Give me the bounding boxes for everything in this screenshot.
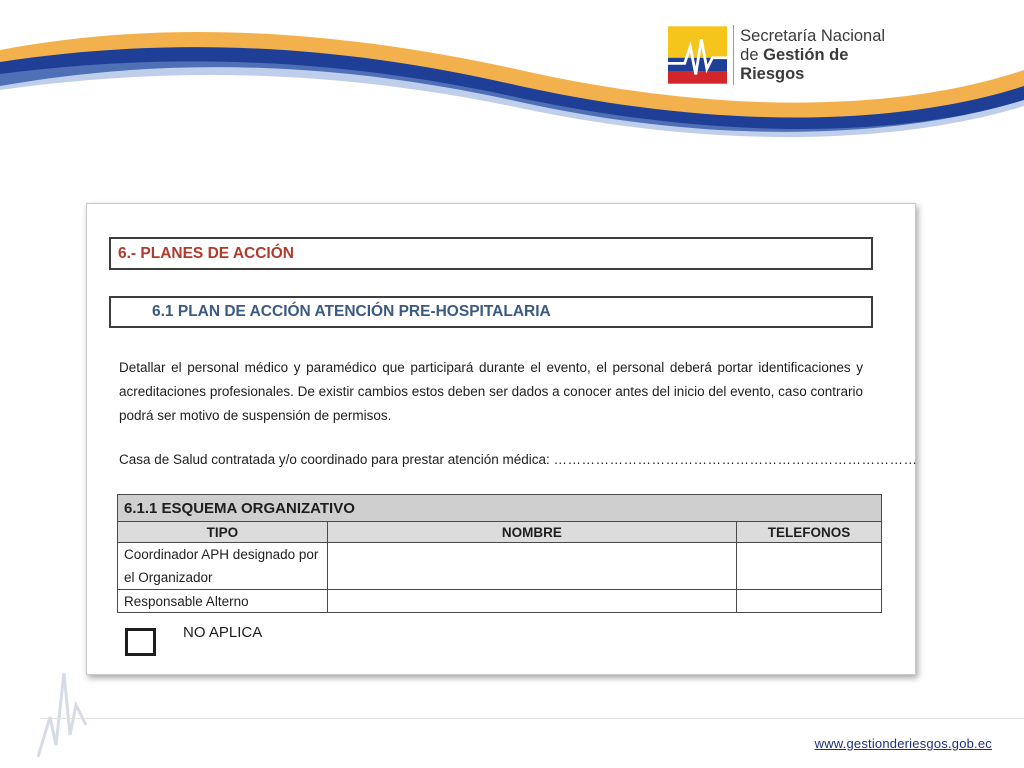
table-row <box>118 543 882 590</box>
casa-label: Casa de Salud contratada y/o coordinado para prestar atención médica: <box>119 452 550 467</box>
document-card <box>86 203 916 675</box>
heartbeat-watermark-icon <box>36 665 88 761</box>
table-title: 6.1.1 ESQUEMA ORGANIZATIVO <box>118 495 882 522</box>
logo-line-2-bold: Gestión de Riesgos <box>740 45 849 83</box>
logo-line-2-prefix: de <box>740 45 764 64</box>
logo-text <box>740 27 904 84</box>
instruction-paragraph: Detallar el personal médico y paramédico que participará durante el evento, el personal deberá portar identificaciones y acreditaciones profesionales. De existir cambios estos deben ser dados a conocer antes del inicio del evento, caso contrario podrá ser motivo de suspensión de permisos. <box>119 360 863 423</box>
footer-divider <box>40 718 1024 719</box>
table-row <box>118 590 882 613</box>
logo-line-2 <box>740 46 904 84</box>
table-title-row <box>118 495 882 522</box>
column-header-nombre: NOMBRE <box>327 522 736 543</box>
no-aplica-checkbox[interactable] <box>125 628 156 656</box>
logo-divider <box>733 25 734 85</box>
table-header-row <box>118 522 882 543</box>
column-header-telefonos: TELEFONOS <box>737 522 882 543</box>
cell-tipo: Coordinador APH designado por el Organizador <box>118 543 328 590</box>
cell-nombre[interactable] <box>327 590 736 613</box>
column-header-tipo: TIPO <box>118 522 328 543</box>
cell-tipo: Responsable Alterno <box>118 590 328 613</box>
casa-de-salud-line <box>119 452 918 467</box>
cell-nombre[interactable] <box>327 543 736 590</box>
casa-fill-dots: …………………………………………………………………… <box>553 452 918 467</box>
no-aplica-label: NO APLICA <box>183 624 263 641</box>
footer-website-link[interactable]: www.gestionderiesgos.gob.ec <box>814 736 992 751</box>
section-title: 6.- PLANES DE ACCIÓN <box>109 237 873 270</box>
logo-secretaria-gestion-riesgos <box>668 22 904 88</box>
logo-line-1: Secretaría Nacional <box>740 26 886 45</box>
organizational-scheme-table <box>117 494 882 613</box>
cell-telefonos[interactable] <box>737 543 882 590</box>
ecuador-heartbeat-flag-icon <box>668 24 727 86</box>
cell-telefonos[interactable] <box>737 590 882 613</box>
subsection-title: 6.1 PLAN DE ACCIÓN ATENCIÓN PRE-HOSPITALARIA <box>109 296 873 328</box>
